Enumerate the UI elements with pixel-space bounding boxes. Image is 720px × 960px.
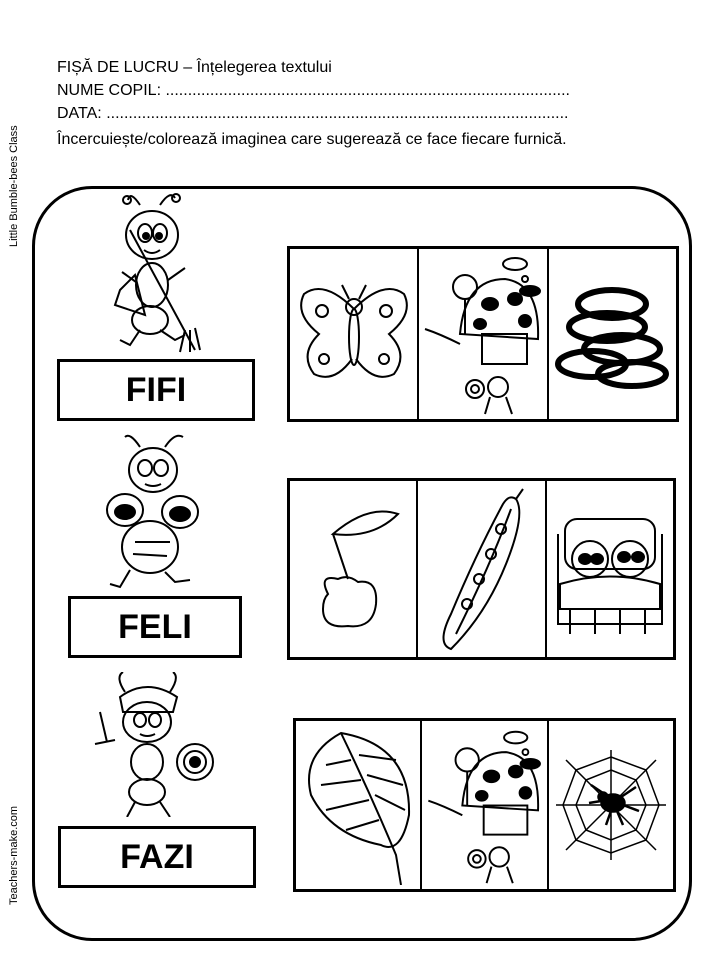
ant-with-broom-icon [100, 190, 210, 355]
image-choice-row [287, 246, 679, 422]
cherry-icon[interactable] [290, 481, 418, 657]
pea-pod-icon[interactable] [418, 481, 546, 657]
coins-stack-icon[interactable] [549, 249, 676, 419]
ant-name-box: FELI [68, 596, 242, 658]
child-name-line: NUME COPIL: ........................................................................................... [57, 82, 570, 99]
mushroom-house-icon[interactable] [419, 249, 548, 419]
spider-web-icon[interactable] [549, 721, 673, 889]
date-line: DATA: ........................................................................................................ [57, 105, 569, 122]
image-choice-row [287, 478, 676, 660]
warrior-ant-icon [85, 672, 220, 817]
side-credit-class: Little Bumble-bees Class [8, 125, 20, 247]
worksheet-title: FIȘĂ DE LUCRU – Înțelegerea textului [57, 59, 332, 76]
image-choice-row [293, 718, 676, 892]
ant-name-box: FIFI [57, 359, 255, 421]
mushroom-house-icon[interactable] [422, 721, 548, 889]
ant-name-box: FAZI [58, 826, 256, 888]
ant-with-babies-icon [95, 432, 215, 592]
side-credit-site: Teachers-make.com [8, 805, 20, 905]
butterfly-icon[interactable] [290, 249, 419, 419]
babies-in-bed-icon[interactable] [547, 481, 673, 657]
instruction-text: Încercuiește/colorează imaginea care sugerează ce face fiecare furnică. [57, 131, 567, 148]
leaf-icon[interactable] [296, 721, 422, 889]
